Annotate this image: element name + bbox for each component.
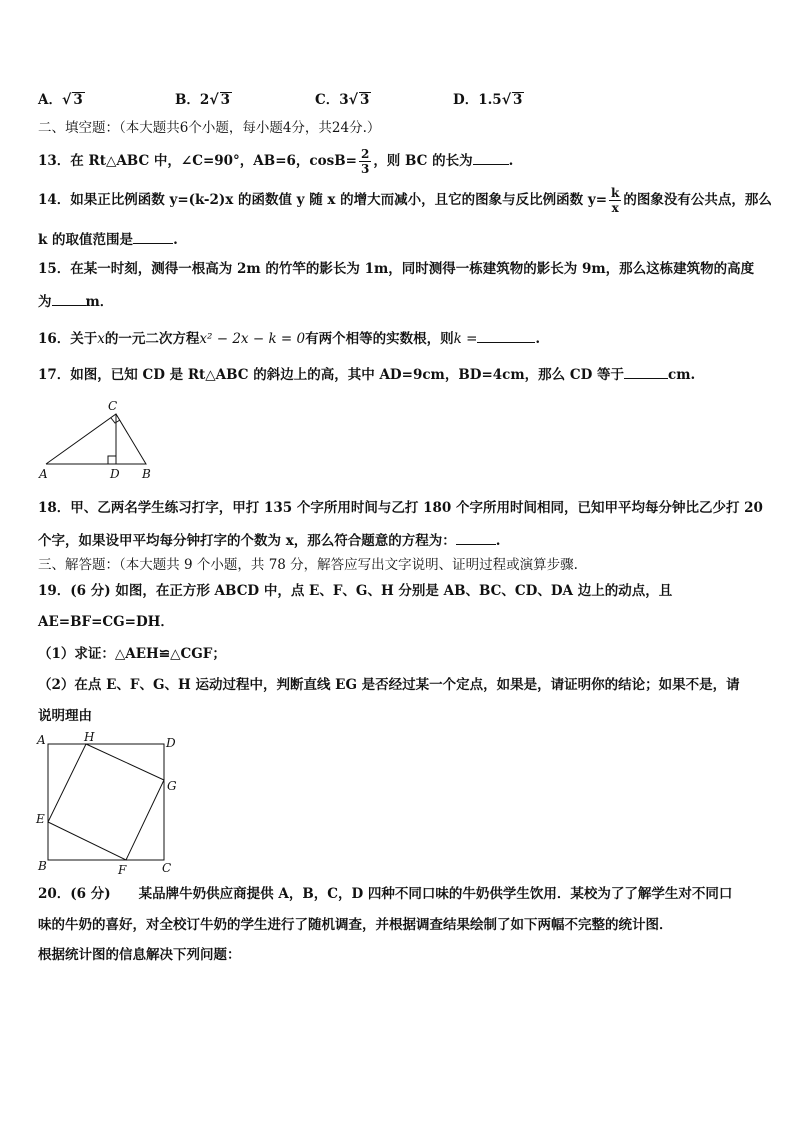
question-17: 17．如图，已知 CD 是 Rt△ABC 的斜边上的高，其中 AD=9cm，BD=4cm，那么 CD 等于 cm. bbox=[38, 364, 695, 384]
label-d: D bbox=[166, 736, 176, 750]
answer-blank-15[interactable] bbox=[52, 291, 86, 306]
option-b: B．2√ 3 bbox=[175, 92, 231, 108]
label-a: A bbox=[37, 733, 46, 747]
question-18-line2: 个字，如果设甲平均每分钟打字的个数为 x，那么符合题意的方程为： . bbox=[38, 530, 500, 550]
answer-blank-13[interactable] bbox=[473, 150, 509, 165]
option-a: A．√ 3 bbox=[38, 92, 83, 108]
question-14: 14．如果正比例函数 y=(k-2)x 的函数值 y 随 x 的增大而减小，且它的图象与反比例函数 y= $\frac{k}{x}$ 的图象没有公共点，那么 bbox=[38, 186, 772, 215]
label-f: F bbox=[118, 863, 127, 877]
label-g: G bbox=[167, 779, 177, 793]
label-b: B bbox=[38, 859, 47, 873]
label-a: A bbox=[39, 467, 48, 481]
option-d: D．1.5√ 3 bbox=[453, 92, 523, 108]
answer-blank-16[interactable] bbox=[477, 328, 535, 343]
question-19-part2-line2: 说明理由 bbox=[38, 708, 92, 724]
label-d: D bbox=[110, 467, 120, 481]
label-c: C bbox=[162, 861, 172, 875]
question-15: 15．在某一时刻，测得一根高为 2m 的竹竿的影长为 1m，同时测得一栋建筑物的影长为 9m，那么这栋建筑物的高度 bbox=[38, 261, 755, 277]
answer-blank-14[interactable] bbox=[133, 229, 173, 244]
label-e: E bbox=[36, 812, 45, 826]
section-3-title: 三、解答题：（本大题共 9 个小题，共 78 分，解答应写出文字说明、证明过程或演算步骤. bbox=[38, 557, 578, 573]
question-20: 20．(6 分) 某品牌牛奶供应商提供 A，B，C，D 四种不同口味的牛奶供学生饮用．某校为了了解学生对不同口 bbox=[38, 886, 733, 902]
figure-19-square bbox=[34, 730, 184, 878]
label-b: B bbox=[142, 467, 151, 481]
square-abcd bbox=[48, 744, 164, 860]
question-19-part2: （2）在点 E、F、G、H 运动过程中，判断直线 EG 是否经过某一个定点，如果是，请证明你的结论；如果不是，请 bbox=[38, 677, 740, 693]
question-18: 18．甲、乙两名学生练习打字，甲打 135 个字所用时间与乙打 180 个字所用时间相同，已知甲平均每分钟比乙少打 20 bbox=[38, 500, 763, 516]
label-c: C bbox=[108, 399, 118, 413]
question-19-part1: （1）求证：△AEH≌△CGF； bbox=[38, 646, 226, 662]
figure-17-triangle bbox=[36, 396, 166, 482]
question-13: 13．在 Rt△ABC 中，∠C=90°，AB=6，cosB= $\frac{2}{3}$ ，则 BC 的长为 . bbox=[38, 147, 514, 176]
inner-quad-hgfe bbox=[48, 744, 164, 860]
section-2-title: 二、填空题：（本大题共6个小题，每小题4分，共24分.） bbox=[38, 120, 381, 136]
question-16: 16．关于x的一元二次方程x² − 2x − k = 0有两个相等的实数根，则k = . bbox=[38, 328, 540, 348]
question-20-line3: 根据统计图的信息解决下列问题： bbox=[38, 947, 241, 963]
label-h: H bbox=[84, 730, 95, 744]
question-19-line2: AE=BF=CG=DH． bbox=[38, 614, 174, 630]
question-14-line2: k 的取值范围是 . bbox=[38, 229, 178, 249]
question-20-line2: 味的牛奶的喜好，对全校订牛奶的学生进行了随机调查，并根据调查结果绘制了如下两幅不完整的统计图． bbox=[38, 917, 673, 933]
question-15-line2: 为 m． bbox=[38, 291, 113, 311]
right-angle-mark-d bbox=[108, 456, 116, 464]
triangle-abc bbox=[46, 414, 146, 464]
option-c: C．3√ 3 bbox=[315, 92, 370, 108]
question-19: 19．(6 分) 如图，在正方形 ABCD 中，点 E、F、G、H 分别是 AB、BC、CD、DA 边上的动点，且 bbox=[38, 583, 673, 599]
answer-blank-17[interactable] bbox=[624, 364, 668, 379]
answer-blank-18[interactable] bbox=[456, 530, 496, 545]
